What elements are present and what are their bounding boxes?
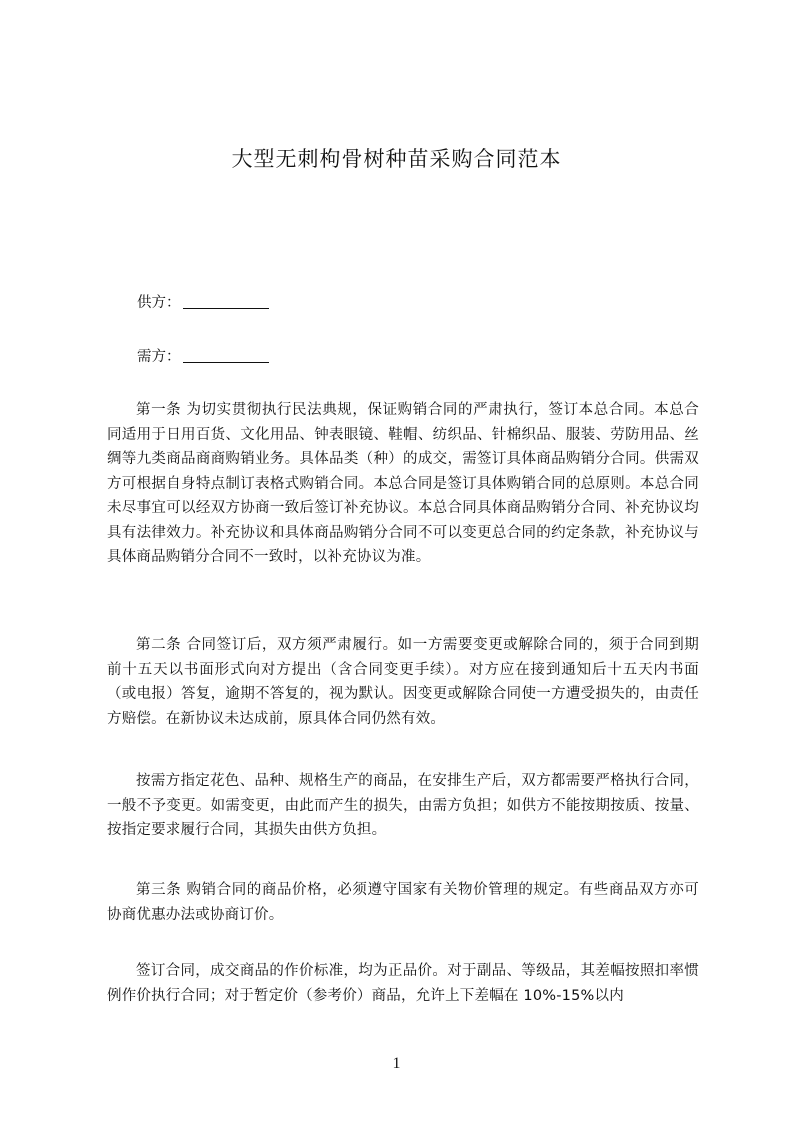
buyer-blank [183, 348, 269, 363]
article-1-paragraph: 第一条 为切实贯彻执行民法典规，保证购销合同的严肃执行，签订本总合同。本总合同适用于日用百货、文化用品、钟表眼镜、鞋帽、纺织品、针棉织品、服装、劳防用品、丝绸等九类商品商商购销业务。具体品类（种）的成交，需签订具体商品购销分合同。供需双方可根据自身特点制订表格式购销合同。本总合同是签订具体购销合同的总原则。本总合同未尽事宜可以经双方协商一致后签订补充协议。本总合同具体商品购销分合同、补充协议均具有法律效力。补充协议和具体商品购销分合同不可以变更总合同的约定条款，补充协议与具体商品购销分合同不一致时，以补充协议为准。 [107, 402, 699, 565]
page-number: 1 [392, 1055, 401, 1072]
article-2-paragraph: 第二条 合同签订后，双方须严肃履行。如一方需要变更或解除合同的，须于合同到期前十五天以书面形式向对方提出（含合同变更手续）。对方应在接到通知后十五天内书面（或电报）答复，逾期不答复的，视为默认。因变更或解除合同使一方遭受损失的，由责任方赔偿。在新协议未达成前，原具体合同仍然有效。 [107, 637, 699, 727]
article-3-paragraph: 第三条 购销合同的商品价格，必须遵守国家有关物价管理的规定。有些商品双方亦可协商优惠办法或协商订价。 [107, 882, 699, 923]
supplier-label: 供方： [137, 295, 181, 311]
buyer-line [137, 345, 269, 366]
pricing-paragraph: 签订合同，成交商品的作价标准，均为正品价。对于副品、等级品，其差幅按照扣率惯例作价执行合同；对于暂定价（参考价）商品，允许上下差幅在 10%-15%以内 [107, 963, 699, 1004]
document-title: 大型无刺枸骨树种苗采购合同范本 [231, 147, 562, 171]
supplier-line [137, 291, 269, 312]
custom-goods-paragraph: 按需方指定花色、品种、规格生产的商品，在安排生产后，双方都需要严格执行合同，一般不予变更。如需变更，由此而产生的损失，由需方负担；如供方不能按期按质、按量、按指定要求履行合同，其损失由供方负担。 [107, 773, 699, 838]
buyer-label: 需方： [137, 349, 181, 365]
supplier-blank [183, 294, 269, 309]
